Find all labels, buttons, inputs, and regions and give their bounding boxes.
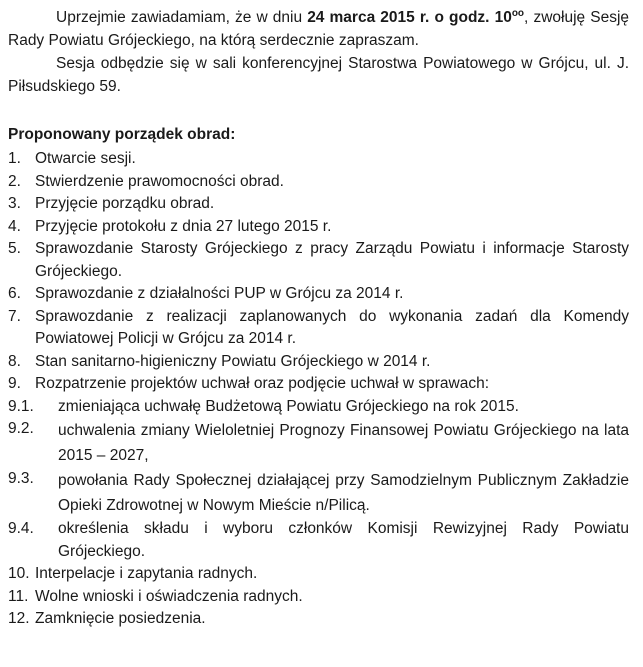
agenda-item — [8, 283, 629, 306]
agenda-item-text: uchwalenia zmiany Wieloletniej Prognozy Finansowej Powiatu Grójeckiego na lata 2015 – 2027, — [58, 422, 629, 464]
agenda-item-text: Przyjęcie porządku obrad. — [35, 195, 215, 212]
agenda-subitem — [8, 396, 629, 419]
agenda-item — [8, 373, 629, 396]
session-time-minutes: oo — [511, 7, 525, 19]
agenda-item-text: Otwarcie sesji. — [35, 150, 136, 167]
agenda-item-number: 4. — [8, 217, 21, 235]
invitation-paragraph — [8, 6, 629, 52]
agenda-item — [8, 351, 629, 374]
agenda-item-number: 9.1. — [8, 397, 34, 415]
agenda-item-text: Interpelacje i zapytania radnych. — [35, 565, 258, 582]
agenda-item-text: Sprawozdanie z realizacji zaplanowanych do wykonania zadań dla Komendy Powiatowej Policji w Grójcu za 2014 r. — [35, 307, 629, 347]
agenda-item-number: 12. — [8, 610, 30, 627]
agenda-item-number: 10. — [8, 565, 30, 582]
agenda-item-text: określenia składu i wyboru członków Komisji Rewizyjnej Rady Powiatu Grójeckiego. — [58, 520, 629, 560]
agenda-item-number: 8. — [8, 352, 21, 370]
agenda-item — [8, 586, 629, 609]
agenda-item-text: Zamknięcie posiedzenia. — [35, 610, 206, 627]
agenda-item — [8, 608, 629, 631]
agenda-item-number: 9.2. — [8, 420, 34, 437]
agenda-item-number: 11. — [8, 587, 29, 605]
agenda-item-number: 5. — [8, 240, 21, 257]
agenda-item-text: powołania Rady Społecznej działającej przy Samodzielnym Publicznym Zakładzie Opieki Zdrowotnej w Nowym Mieście n/Pilicą. — [58, 472, 629, 514]
invitation-text-end: , zwołuję Sesję Rady Powiatu Grójeckiego, na którą serdecznie zapraszam. — [8, 9, 630, 49]
agenda-item — [8, 306, 629, 351]
agenda-item-text: Stan sanitarno-higieniczny Powiatu Grójeckiego w 2014 r. — [35, 352, 431, 370]
agenda-item-number: 6. — [8, 285, 21, 302]
agenda-item-text: zmieniająca uchwałę Budżetową Powiatu Grójeckiego na rok 2015. — [58, 397, 519, 415]
agenda-subitem — [8, 418, 629, 468]
agenda-subitem — [8, 468, 629, 518]
agenda-item — [8, 148, 629, 171]
session-date: 24 marca 2015 r. o godz. 10 — [307, 9, 512, 26]
agenda-item-text: Sprawozdanie Starosty Grójeckiego z pracy Zarządu Powiatu i informacje Starosty Grójeckiego. — [35, 240, 629, 280]
agenda-item-number: 7. — [8, 307, 21, 325]
agenda-item-text: Sprawozdanie z działalności PUP w Grójcu za 2014 r. — [35, 285, 404, 302]
agenda-item — [8, 193, 629, 216]
agenda-list — [8, 148, 629, 631]
agenda-heading: Proponowany porządek obrad: — [8, 126, 236, 143]
location-paragraph: Sesja odbędzie się w sali konferencyjnej Starostwa Powiatowego w Grójcu, ul. J. Piłsudskiego 59. — [8, 55, 629, 95]
agenda-item — [8, 216, 629, 239]
agenda-item-number: 9.3. — [8, 470, 34, 487]
agenda-item-text: Przyjęcie protokołu z dnia 27 lutego 2015 r. — [35, 217, 332, 235]
agenda-item-text: Wolne wnioski i oświadczenia radnych. — [35, 587, 303, 605]
agenda-item — [8, 171, 629, 194]
agenda-item-number: 2. — [8, 172, 21, 190]
agenda-item-text: Rozpatrzenie projektów uchwał oraz podjęcie uchwał w sprawach: — [35, 375, 490, 392]
agenda-item-number: 3. — [8, 195, 21, 212]
agenda-subitem — [8, 518, 629, 563]
agenda-item-number: 1. — [8, 150, 21, 167]
intro-section — [8, 6, 629, 98]
invitation-text-start: Uprzejmie zawiadamiam, że w dniu — [56, 9, 308, 26]
agenda-item-number: 9. — [8, 375, 21, 392]
agenda-item-text: Stwierdzenie prawomocności obrad. — [35, 172, 284, 190]
agenda-item — [8, 238, 629, 283]
agenda-item-number: 9.4. — [8, 520, 34, 537]
agenda-item — [8, 563, 629, 586]
